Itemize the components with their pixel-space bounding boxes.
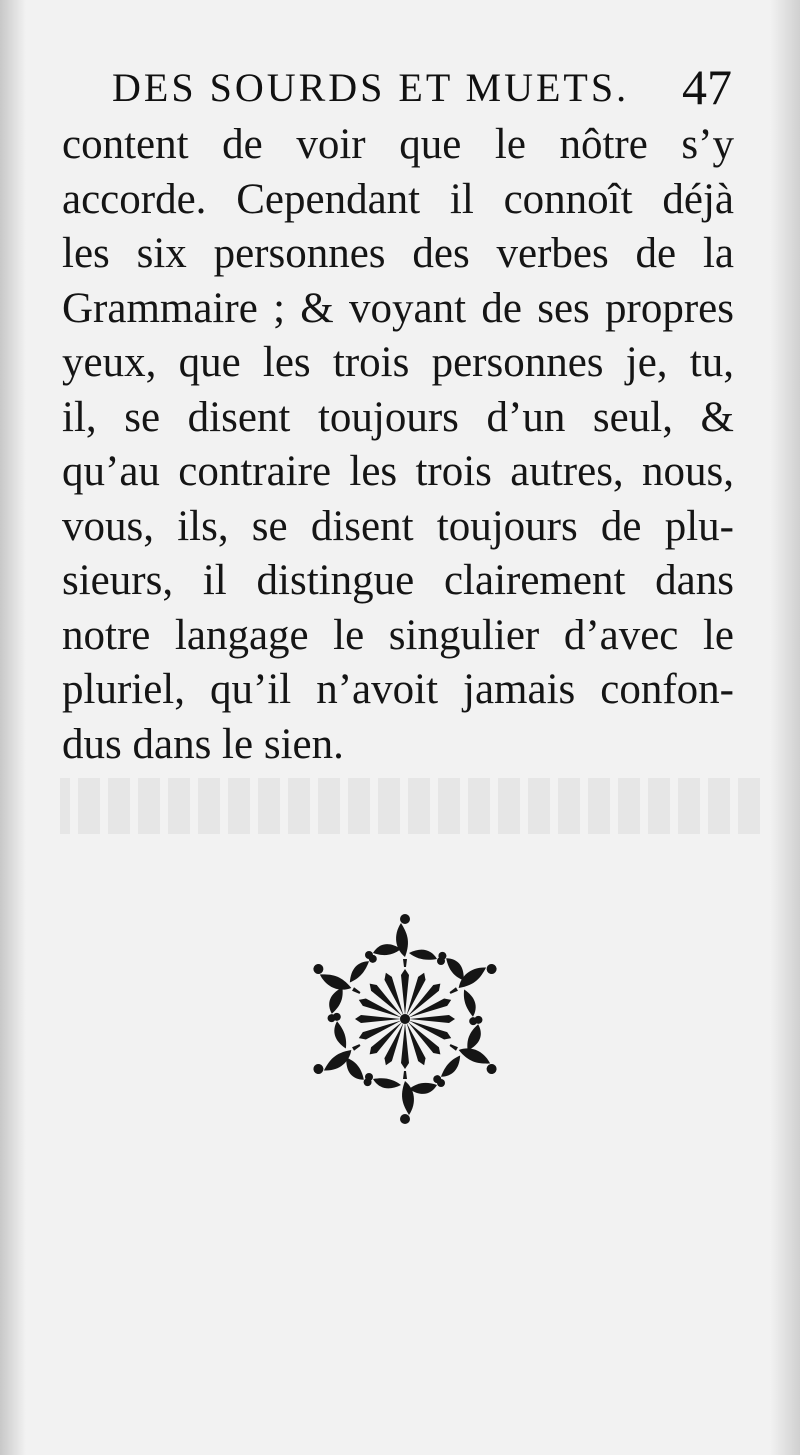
text-line: qu’au contraire les trois autres, nous, xyxy=(62,448,734,495)
text-line: vous, ils, se disent toujours de plu- xyxy=(62,502,734,550)
running-title: DES SOURDS ET MUETS. xyxy=(112,65,630,110)
text-line: content de voir que le nôtre s’y xyxy=(62,121,734,168)
fleuron-ornament-icon xyxy=(298,905,512,1133)
text-line: les six personnes des verbes de la xyxy=(62,230,734,277)
text-line: sieurs, il distingue clairement dans xyxy=(62,557,734,604)
body-text xyxy=(62,118,734,772)
show-through-texture xyxy=(60,778,760,834)
right-page-shadow xyxy=(770,0,800,1455)
text-line: dus dans le sien. xyxy=(62,720,344,768)
text-line: accorde. Cependant il connoît déjà xyxy=(62,175,734,223)
text-line: yeux, que les trois personnes je, tu, xyxy=(62,339,734,386)
text-line: il, se disent toujours d’un seul, & xyxy=(62,393,734,441)
text-line: Grammaire ; & voyant de ses propres xyxy=(62,284,734,332)
text-line: notre langage le singulier d’avec le xyxy=(62,611,734,659)
left-page-shadow xyxy=(0,0,26,1455)
running-head xyxy=(112,60,732,122)
page-number: 47 xyxy=(682,59,732,115)
text-line: pluriel, qu’il n’avoit jamais confon- xyxy=(62,666,734,713)
